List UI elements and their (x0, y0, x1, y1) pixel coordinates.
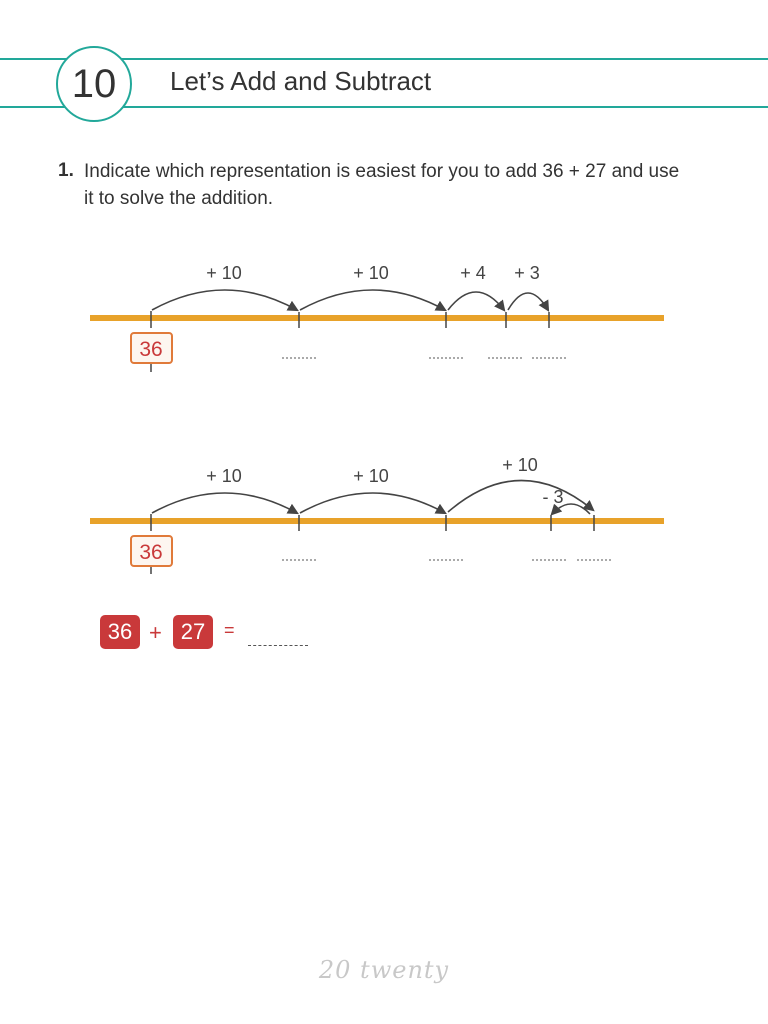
jump-label: + 4 (460, 263, 486, 283)
jump-label: + 10 (502, 455, 538, 475)
addend-b-box (173, 615, 213, 649)
jump-arrow (152, 290, 297, 310)
jump-label: - 3 (542, 487, 564, 507)
unit-number: 10 (71, 61, 117, 106)
jump-label: + 10 (353, 263, 389, 283)
addend-a: 36 (107, 619, 133, 644)
jump-arrow (448, 292, 504, 310)
jump-arrow (508, 293, 548, 310)
start-number: 36 (139, 541, 163, 564)
jump-arrow (152, 493, 297, 513)
jump-arrow (300, 290, 445, 310)
page-number: 20 twenty (318, 956, 450, 984)
unit-title: Let’s Add and Subtract (170, 66, 432, 96)
number-line-bar (90, 315, 664, 321)
addend-b: 27 (180, 619, 206, 644)
jump-label: + 3 (514, 263, 540, 283)
jump-label: + 10 (206, 466, 242, 486)
jump-label: + 10 (353, 466, 389, 486)
addend-a-box (100, 615, 140, 649)
sum-answer-blank[interactable] (248, 645, 308, 646)
number-line-2 (90, 455, 664, 574)
plus-sign: + (149, 620, 162, 645)
exercise-number: 1. (58, 160, 74, 181)
start-number: 36 (139, 338, 163, 361)
jump-label: + 10 (206, 263, 242, 283)
equals-sign: = (224, 620, 235, 640)
jump-arrow (448, 480, 593, 512)
number-line-1 (90, 263, 664, 372)
number-line-bar (90, 518, 664, 524)
jump-arrow (300, 493, 445, 513)
exercise-text: Indicate which representation is easiest for you to add 36 + 27 and use it to solve the addition. (84, 161, 680, 209)
